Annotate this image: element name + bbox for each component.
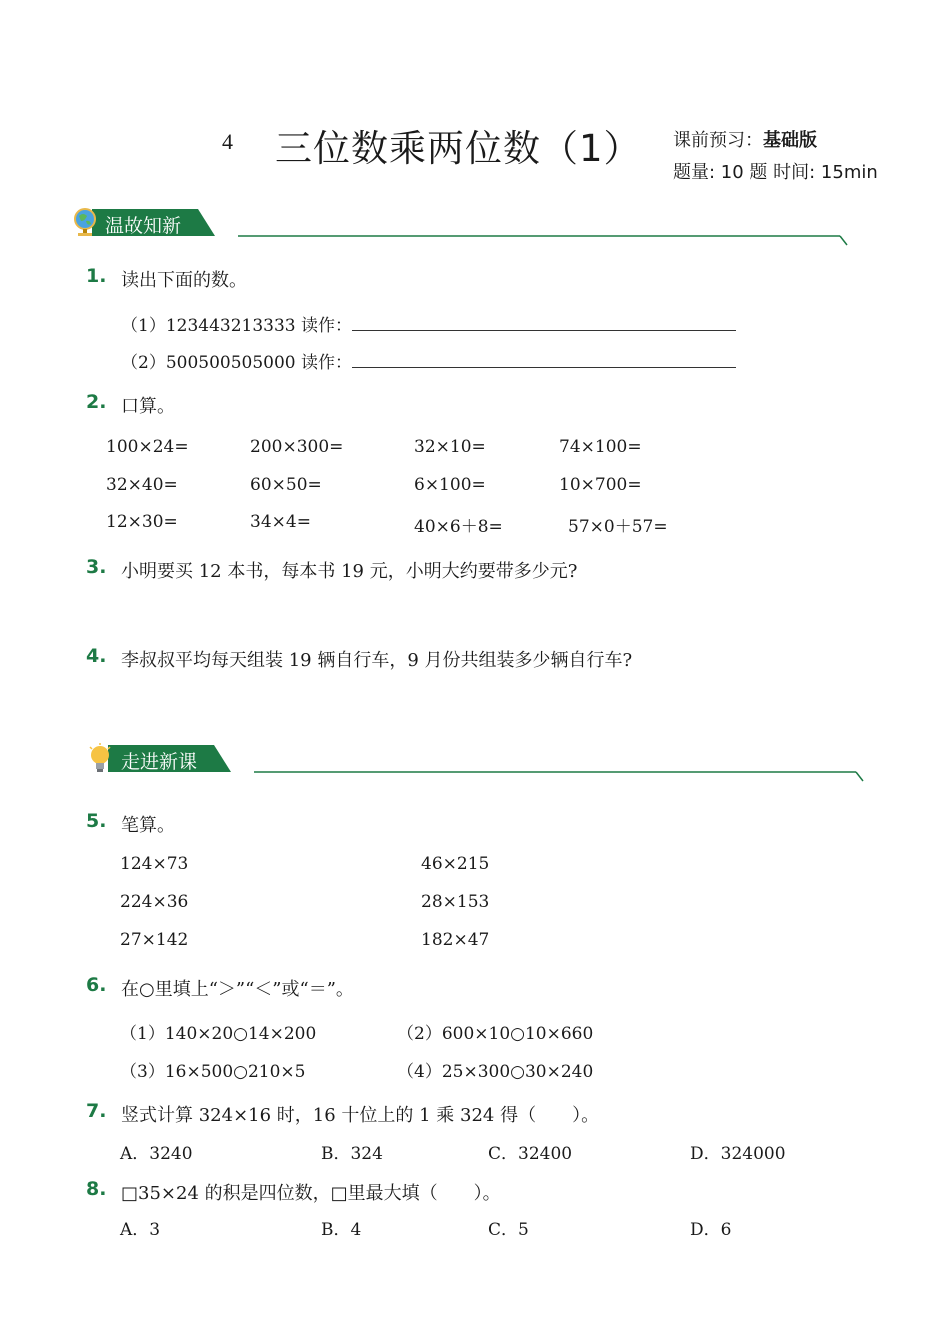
meta-line-1 bbox=[673, 126, 817, 152]
option-a[interactable]: A．3 bbox=[120, 1220, 161, 1240]
mental-calc-item: 40×6＋8= bbox=[414, 517, 503, 537]
compare-item: （4）25×300○30×240 bbox=[397, 1062, 594, 1082]
section-title-review: 温故知新 bbox=[105, 215, 182, 237]
written-calc-item: 27×142 bbox=[120, 930, 189, 950]
page-title: 三位数乘两位数（1） bbox=[275, 127, 642, 170]
mental-calc-item: 6×100= bbox=[414, 475, 486, 495]
question-text-7: 竖式计算 324×16 时，16 十位上的 1 乘 324 得（ ）。 bbox=[121, 1105, 600, 1126]
mental-calc-item: 74×100= bbox=[559, 437, 642, 457]
meta-version: 基础版 bbox=[763, 130, 817, 151]
mental-calc-item: 200×300= bbox=[250, 437, 344, 457]
option-c[interactable]: C．5 bbox=[488, 1220, 529, 1240]
mental-calc-item: 32×10= bbox=[414, 437, 486, 457]
globe-icon bbox=[73, 207, 97, 237]
section-title-new-lesson: 走进新课 bbox=[121, 751, 198, 773]
option-d[interactable]: D．324000 bbox=[690, 1144, 786, 1164]
question-number-7: 7. bbox=[86, 1100, 107, 1122]
mental-calc-item: 57×0＋57= bbox=[568, 517, 668, 537]
written-calc-item: 46×215 bbox=[421, 854, 490, 874]
question-text-2: 口算。 bbox=[121, 396, 175, 417]
written-calc-item: 28×153 bbox=[421, 892, 490, 912]
mental-calc-item: 60×50= bbox=[250, 475, 322, 495]
q1-item-2-label: （2）500500505000 读作： bbox=[121, 353, 353, 373]
compare-item: （2）600×10○10×660 bbox=[397, 1024, 594, 1044]
mental-calc-item: 34×4= bbox=[250, 512, 311, 532]
option-a[interactable]: A．3240 bbox=[120, 1144, 193, 1164]
compare-item: （3）16×500○210×5 bbox=[120, 1062, 306, 1082]
question-text-6: 在○里填上“＞”“＜”或“＝”。 bbox=[121, 979, 354, 1000]
question-number-5: 5. bbox=[86, 810, 107, 832]
question-text-8: □35×24 的积是四位数，□里最大填（ ）。 bbox=[121, 1183, 501, 1204]
q1-item-2 bbox=[121, 348, 736, 373]
answer-blank[interactable] bbox=[352, 316, 736, 331]
section-banner-new-lesson bbox=[86, 740, 876, 786]
mental-calc-item: 10×700= bbox=[559, 475, 642, 495]
question-number-1: 1. bbox=[86, 265, 107, 287]
meta-label: 课前预习： bbox=[673, 130, 763, 151]
answer-blank[interactable] bbox=[352, 353, 736, 368]
option-b[interactable]: B．324 bbox=[321, 1144, 383, 1164]
question-text-3: 小明要买 12 本书，每本书 19 元，小明大约要带多少元? bbox=[121, 561, 578, 582]
question-text-4: 李叔叔平均每天组装 19 辆自行车，9 月份共组装多少辆自行车? bbox=[121, 650, 633, 671]
question-number-6: 6. bbox=[86, 974, 107, 996]
question-number-2: 2. bbox=[86, 391, 107, 413]
q1-item-1-label: （1）123443213333 读作： bbox=[121, 316, 353, 336]
option-d[interactable]: D．6 bbox=[690, 1220, 732, 1240]
written-calc-item: 124×73 bbox=[120, 854, 189, 874]
written-calc-item: 182×47 bbox=[421, 930, 490, 950]
written-calc-item: 224×36 bbox=[120, 892, 189, 912]
lightbulb-icon bbox=[88, 743, 112, 775]
section-banner-review bbox=[70, 204, 860, 250]
meta-line-2: 题量: 10 题 时间: 15min bbox=[673, 162, 878, 183]
question-text-5: 笔算。 bbox=[121, 815, 175, 836]
compare-item: （1）140×20○14×200 bbox=[120, 1024, 317, 1044]
mental-calc-item: 100×24= bbox=[106, 437, 189, 457]
option-c[interactable]: C．32400 bbox=[488, 1144, 573, 1164]
mental-calc-item: 32×40= bbox=[106, 475, 178, 495]
lesson-number: 4 bbox=[222, 129, 233, 154]
question-text-1: 读出下面的数。 bbox=[121, 270, 247, 291]
question-number-3: 3. bbox=[86, 556, 107, 578]
q1-item-1 bbox=[121, 311, 736, 336]
question-number-8: 8. bbox=[86, 1178, 107, 1200]
mental-calc-item: 12×30= bbox=[106, 512, 178, 532]
question-number-4: 4. bbox=[86, 645, 107, 667]
option-b[interactable]: B．4 bbox=[321, 1220, 362, 1240]
